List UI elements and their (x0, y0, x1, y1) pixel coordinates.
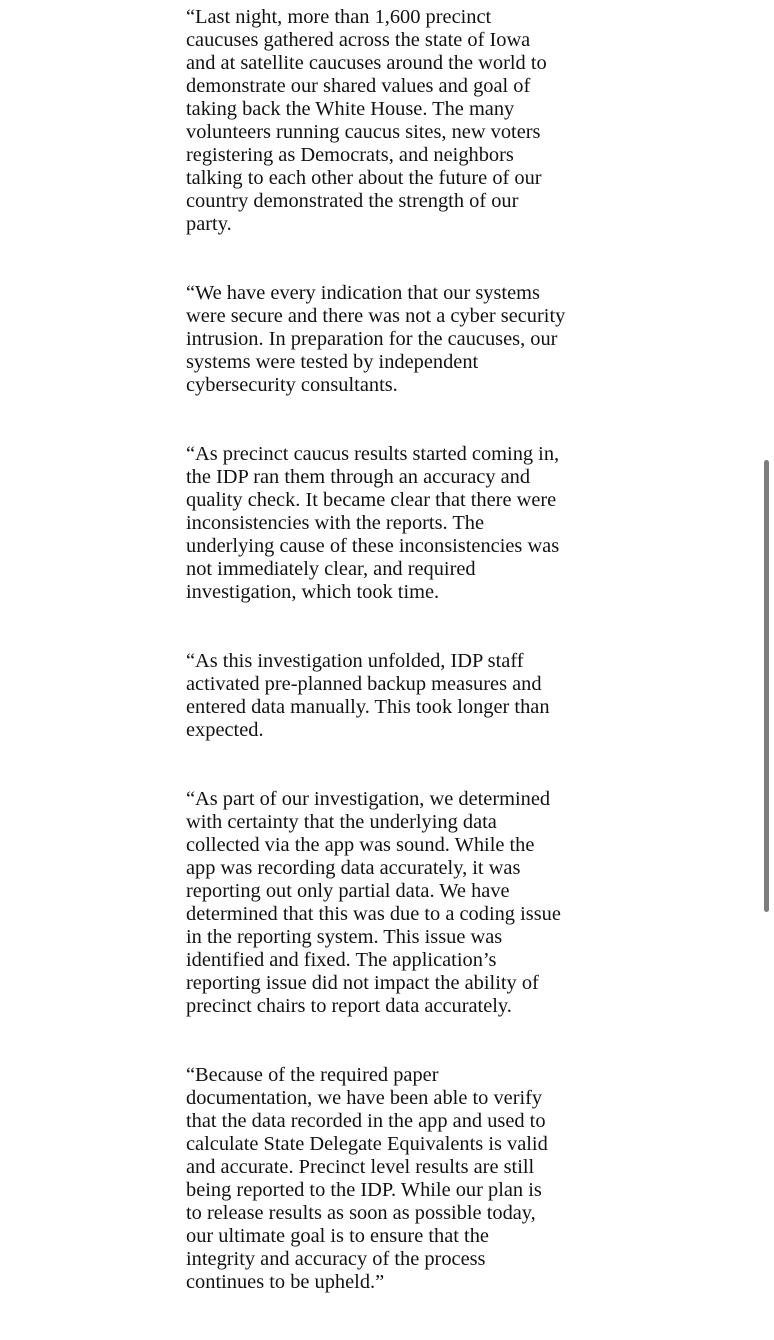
text-line: integrity and accuracy of the process (186, 1248, 486, 1270)
text-line: registering as Democrats, and neighbors (186, 144, 514, 166)
paragraph-caucus-turnout (186, 6, 582, 236)
text-line: reporting issue did not impact the ability of (186, 972, 539, 994)
text-line: entered data manually. This took longer than (186, 696, 550, 718)
paragraph-security (186, 282, 582, 397)
text-line: intrusion. In preparation for the caucuses, our (186, 328, 558, 350)
text-line: expected. (186, 719, 264, 741)
text-line: underlying cause of these inconsistencies was (186, 535, 560, 557)
text-line: quality check. It became clear that there were (186, 489, 557, 511)
text-line: collected via the app was sound. While the (186, 834, 535, 856)
text-line: taking back the White House. The many (186, 98, 515, 120)
text-line: being reported to the IDP. While our plan is (186, 1179, 542, 1201)
text-line: not immediately clear, and required (186, 558, 476, 580)
statement-document (186, 6, 582, 1340)
text-line: app was recording data accurately, it was (186, 857, 521, 879)
text-line: party. (186, 213, 232, 235)
text-line: volunteers running caucus sites, new voters (186, 121, 541, 143)
text-line: identified and fixed. The application’s (186, 949, 497, 971)
text-line: “As part of our investigation, we determined (186, 788, 551, 810)
text-line: in the reporting system. This issue was (186, 926, 503, 948)
text-line: cybersecurity consultants. (186, 374, 398, 396)
text-line: “As precinct caucus results started coming in, (186, 443, 560, 465)
text-line: calculate State Delegate Equivalents is valid (186, 1133, 548, 1155)
text-line: investigation, which took time. (186, 581, 440, 603)
paragraph-inconsistencies (186, 443, 582, 604)
text-line: were secure and there was not a cyber security (186, 305, 566, 327)
text-line: demonstrate our shared values and goal of (186, 75, 531, 97)
paragraph-paper-documentation (186, 1064, 582, 1294)
paragraph-backup-measures (186, 650, 582, 742)
text-line: and at satellite caucuses around the world to (186, 52, 547, 74)
text-line: inconsistencies with the reports. The (186, 512, 485, 534)
text-line: the IDP ran them through an accuracy and (186, 466, 531, 488)
text-line: reporting out only partial data. We have (186, 880, 510, 902)
text-line: our ultimate goal is to ensure that the (186, 1225, 489, 1247)
text-line: talking to each other about the future of our (186, 167, 542, 189)
text-line: systems were tested by independent (186, 351, 479, 373)
text-line: determined that this was due to a coding issue (186, 903, 561, 925)
text-line: “Because of the required paper (186, 1064, 439, 1086)
text-line: documentation, we have been able to verify (186, 1087, 543, 1109)
text-line: caucuses gathered across the state of Iowa (186, 29, 531, 51)
text-line: and accurate. Precinct level results are still (186, 1156, 535, 1178)
text-line: to release results as soon as possible today, (186, 1202, 536, 1224)
text-line: precinct chairs to report data accurately. (186, 995, 512, 1017)
paragraph-coding-issue (186, 788, 582, 1018)
text-line: activated pre-planned backup measures and (186, 673, 542, 695)
text-line: with certainty that the underlying data (186, 811, 497, 833)
text-line: “As this investigation unfolded, IDP staff (186, 650, 524, 672)
vertical-scrollbar-thumb[interactable] (764, 460, 769, 912)
text-line: that the data recorded in the app and used to (186, 1110, 546, 1132)
text-line: “We have every indication that our systems (186, 282, 540, 304)
text-line: “Last night, more than 1,600 precinct (186, 6, 492, 28)
text-line: country demonstrated the strength of our (186, 190, 519, 212)
text-line: continues to be upheld.” (186, 1271, 385, 1293)
